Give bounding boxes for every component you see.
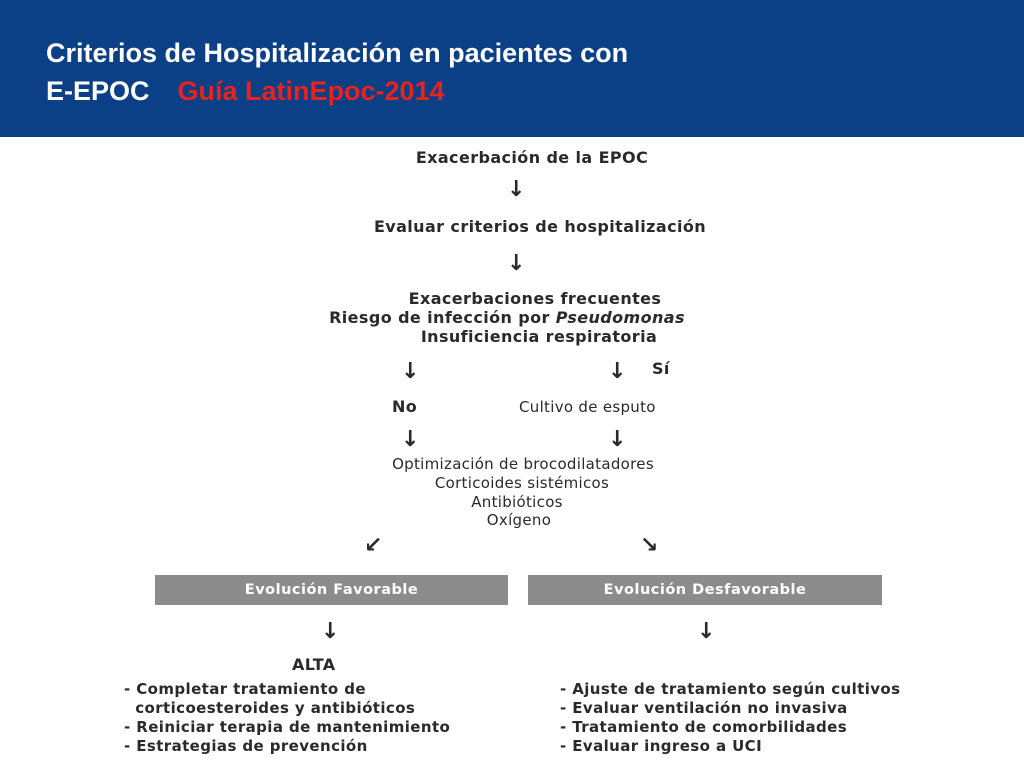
arrow-down-right-icon: ↘ [640,533,659,558]
criteria-line-1: Exacerbaciones frecuentes [408,289,662,308]
unfavorable-list [560,680,900,756]
treatment-line: Antibióticos [471,493,563,511]
title-accent: Guía LatinEpoc-2014 [177,76,445,106]
list-item: corticoesteroides y antibióticos [124,699,416,717]
list-item: - Reiniciar terapia de mantenimiento [124,718,451,736]
arrow-down-icon: ↓ [401,359,420,384]
list-item: - Evaluar ventilación no invasiva [560,699,848,717]
header-banner [0,0,1024,137]
list-item: - Evaluar ingreso a UCI [560,737,763,755]
arrow-down-icon: ↓ [401,427,420,452]
no-label: No [392,397,418,416]
arrow-down-icon: ↓ [507,251,526,276]
yes-label: Sí [652,359,670,378]
favorable-outcome-box: Evolución Favorable [155,575,508,605]
flowchart [0,137,1024,768]
step-exacerbacion: Exacerbación de la EPOC [415,148,649,167]
sputum-culture: Cultivo de esputo [519,398,656,416]
list-item: - Estrategias de prevención [124,737,368,755]
page-title [46,34,628,110]
arrow-down-left-icon: ↙ [364,533,383,558]
treatment-line: Optimización de brocodilatadores [392,455,654,473]
list-item: - Completar tratamiento de [124,680,366,698]
unfavorable-outcome-box: Evolución Desfavorable [528,575,882,605]
arrow-down-icon: ↓ [321,619,340,644]
treatment-line: Corticoides sistémicos [434,474,610,492]
criteria-line-2-italic: Pseudomonas [555,308,685,327]
criteria-line-3: Insuficiencia respiratoria [420,327,658,346]
title-line-2: E-EPOC [46,76,150,106]
arrow-down-icon: ↓ [608,427,627,452]
list-item: - Tratamiento de comorbilidades [560,718,848,736]
title-line-1: Criterios de Hospitalización en pacientes con [46,38,629,68]
alta-list [124,680,450,756]
arrow-down-icon: ↓ [507,177,526,202]
step-evaluar-criterios: Evaluar criterios de hospitalización [373,217,707,236]
arrow-down-icon: ↓ [697,619,716,644]
arrow-down-icon: ↓ [608,359,627,384]
alta-label: ALTA [292,655,336,674]
criteria-line-2 [329,308,685,327]
criteria-line-2-prefix: Riesgo de infección por [329,308,550,327]
list-item: - Ajuste de tratamiento según cultivos [560,680,901,698]
treatment-line: Oxígeno [486,511,552,529]
